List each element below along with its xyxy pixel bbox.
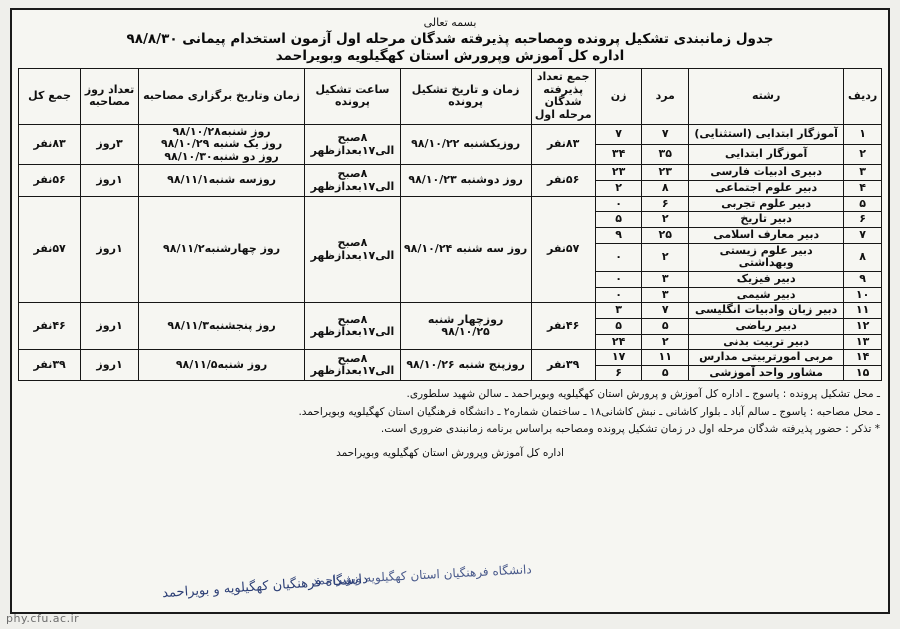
cell-group-total: ۵۷نفر: [531, 196, 595, 302]
cell-men-count: ۲: [642, 334, 689, 350]
official-stamp: دانشگاه فرهنگیان استان کهگیلویه وبویراحمد: [311, 562, 532, 588]
cell-field: دبیر زبان وادبیات انگلیسی: [689, 303, 844, 319]
cell-file-date: روزپنج شنبه ۹۸/۱۰/۲۶: [400, 350, 531, 381]
cell-interview-days: ۱روز: [81, 350, 139, 381]
cell-row-number: ۲: [844, 145, 882, 165]
cell-women-count: ۰: [595, 271, 642, 287]
cell-field: دبیر علوم زیستی وبهداشتی: [689, 243, 844, 271]
cell-file-hour: ۸صبح الی۱۷بعدازظهر: [305, 196, 400, 302]
cell-file-hour: ۸صبح الی۱۷بعدازظهر: [305, 350, 400, 381]
cell-field: دبیری ادبیات فارسی: [689, 165, 844, 181]
cell-interview-dates: [138, 303, 304, 350]
interview-date-line: روز چهارشنبه۹۸/۱۱/۲: [163, 242, 281, 256]
cell-field: آموزگار ابتدایی (استثنایی): [689, 124, 844, 144]
note-reminder: * تذکر : حضور پذیرفته شدگان مرحله اول در زمان تشکیل پرونده ومصاحبه براساس برنامه زمانبندی ضروری است.: [380, 422, 880, 435]
cell-field: مربی امورتربیتی مدارس: [689, 350, 844, 366]
cell-women-count: ۰: [595, 287, 642, 303]
table-row: [19, 303, 882, 319]
cell-women-count: ۰: [595, 196, 642, 212]
th-file-date: زمان و تاریخ تشکیل پرونده: [400, 69, 531, 125]
cell-women-count: ۵: [595, 318, 642, 334]
document-sheet: [10, 8, 890, 614]
cell-grand-total: ۵۷نفر: [19, 196, 81, 302]
cell-women-count: ۰: [595, 243, 642, 271]
interview-date-line: روز شنبه۹۸/۱۱/۵: [175, 357, 268, 371]
basmala-text: بسمه تعالی: [423, 16, 477, 29]
cell-women-count: ۹: [595, 228, 642, 244]
cell-interview-days: ۱روز: [81, 196, 139, 302]
cell-file-date: روز سه شنبه ۹۸/۱۰/۲۴: [400, 196, 531, 302]
notes-block: [18, 386, 882, 437]
cell-grand-total: ۸۳نفر: [19, 124, 81, 165]
cell-interview-dates: [138, 350, 304, 381]
cell-women-count: ۷: [595, 124, 642, 144]
table-row: [19, 350, 882, 366]
th-men: مرد: [642, 69, 689, 125]
cell-group-total: ۳۹نفر: [531, 350, 595, 381]
cell-men-count: ۲: [642, 212, 689, 228]
cell-field: دبیر علوم اجتماعی: [689, 181, 844, 197]
cell-men-count: ۳: [642, 287, 689, 303]
cell-field: دبیر علوم تجربی: [689, 196, 844, 212]
cell-field: دبیر تربیت بدنی: [689, 334, 844, 350]
cell-men-count: ۵: [642, 318, 689, 334]
cell-file-date: روزچهار شنبه ۹۸/۱۰/۲۵: [400, 303, 531, 350]
cell-grand-total: ۵۶نفر: [19, 165, 81, 196]
table-header-row: [19, 69, 882, 125]
cell-field: دبیر شیمی: [689, 287, 844, 303]
table-body: [19, 124, 882, 381]
cell-row-number: ۱۵: [844, 365, 882, 381]
cell-grand-total: ۳۹نفر: [19, 350, 81, 381]
cell-file-hour: ۸صبح الی۱۷بعدازظهر: [305, 165, 400, 196]
cell-women-count: ۲: [595, 181, 642, 197]
th-total-accepted: جمع تعداد پذیرفته شدگان مرحله اول: [531, 69, 595, 125]
cell-women-count: ۳: [595, 303, 642, 319]
cell-row-number: ۱۲: [844, 318, 882, 334]
cell-row-number: ۱۰: [844, 287, 882, 303]
cell-group-total: ۸۳نفر: [531, 124, 595, 165]
cell-row-number: ۷: [844, 228, 882, 244]
note-file-location: ـ محل تشکیل پرونده : یاسوج ـ اداره کل آموزش و پرورش استان کهگیلویه وبویراحمد ـ سالن شهید سلطوری.: [406, 388, 880, 401]
cell-interview-dates: [138, 196, 304, 302]
cell-field: دبیر ریاضی: [689, 318, 844, 334]
note-interview-location: ـ محل مصاحبه : یاسوج ـ سالم آباد ـ بلوار کاشانی ـ نبش کاشانی۱۸ ـ ساختمان شماره۲ ـ دانشگاه فرهنگیان استان کهگیلویه وبویراحمد.: [298, 405, 880, 418]
interview-date-line: روز یک شنبه ۹۸/۱۰/۲۹: [160, 137, 283, 151]
table-row: [19, 196, 882, 212]
cell-field: دبیر تاریخ: [689, 212, 844, 228]
cell-men-count: ۵: [642, 365, 689, 381]
cell-men-count: ۷: [642, 303, 689, 319]
cell-interview-dates: [138, 165, 304, 196]
th-row-number: ردیف: [844, 69, 882, 125]
document-title-line1: جدول زمانبندی تشکیل پرونده ومصاحبه پذیرفته شدگان مرحله اول آزمون استخدام پیمانی ۹۸/۸/۳۰: [126, 31, 774, 47]
cell-women-count: ۵: [595, 212, 642, 228]
footer-issuer: اداره کل آموزش وپرورش استان کهگیلویه وبویراحمد: [336, 447, 564, 460]
handwritten-signature: دانشگاه فرهنگیان کهگیلویه و بویراحمد: [161, 571, 369, 602]
cell-field: مشاور واحد آموزشی: [689, 365, 844, 381]
cell-men-count: ۷: [642, 124, 689, 144]
cell-women-count: ۱۷: [595, 350, 642, 366]
cell-men-count: ۲۳: [642, 165, 689, 181]
cell-men-count: ۸: [642, 181, 689, 197]
cell-file-date: روزیکشنبه ۹۸/۱۰/۲۲: [400, 124, 531, 165]
cell-row-number: ۱: [844, 124, 882, 144]
cell-women-count: ۲۴: [595, 334, 642, 350]
cell-file-hour: ۸صبح الی۱۷بعدازظهر: [305, 124, 400, 165]
cell-grand-total: ۴۶نفر: [19, 303, 81, 350]
table-row: [19, 124, 882, 144]
cell-men-count: ۲۵: [642, 228, 689, 244]
cell-men-count: ۲: [642, 243, 689, 271]
schedule-table: [18, 68, 882, 381]
cell-interview-days: ۱روز: [81, 165, 139, 196]
th-field: رشته: [689, 69, 844, 125]
cell-row-number: ۶: [844, 212, 882, 228]
cell-row-number: ۱۳: [844, 334, 882, 350]
cell-interview-dates: [138, 124, 304, 165]
cell-row-number: ۱۴: [844, 350, 882, 366]
cell-row-number: ۳: [844, 165, 882, 181]
document-title-line2: اداره کل آموزش وپرورش استان کهگیلویه وبویراحمد: [275, 48, 625, 64]
cell-row-number: ۸: [844, 243, 882, 271]
cell-men-count: ۶: [642, 196, 689, 212]
cell-row-number: ۵: [844, 196, 882, 212]
th-interview-date: زمان وتاریخ برگزاری مصاحبه: [138, 69, 304, 125]
cell-row-number: ۴: [844, 181, 882, 197]
cell-field: دبیر معارف اسلامی: [689, 228, 844, 244]
interview-date-line: روز شنبه۹۸/۱۰/۲۸: [172, 124, 271, 138]
th-grand-total: جمع کل: [19, 69, 81, 125]
cell-interview-days: ۳روز: [81, 124, 139, 165]
cell-men-count: ۳: [642, 271, 689, 287]
interview-date-line: روز پنجشنبه۹۸/۱۱/۳: [167, 318, 276, 332]
cell-file-date: روز دوشنبه ۹۸/۱۰/۲۳: [400, 165, 531, 196]
cell-group-total: ۴۶نفر: [531, 303, 595, 350]
interview-date-line: روزسه شنبه۹۸/۱۱/۱: [167, 173, 277, 187]
cell-field: آموزگار ابتدایی: [689, 145, 844, 165]
cell-women-count: ۲۳: [595, 165, 642, 181]
th-women: زن: [595, 69, 642, 125]
cell-row-number: ۱۱: [844, 303, 882, 319]
cell-group-total: ۵۶نفر: [531, 165, 595, 196]
cell-file-hour: ۸صبح الی۱۷بعدازظهر: [305, 303, 400, 350]
site-watermark: phy.cfu.ac.ir: [6, 612, 80, 625]
cell-interview-days: ۱روز: [81, 303, 139, 350]
cell-row-number: ۹: [844, 271, 882, 287]
th-file-hour: ساعت تشکیل پرونده: [305, 69, 400, 125]
cell-women-count: ۳۴: [595, 145, 642, 165]
table-row: [19, 165, 882, 181]
interview-date-line: روز دو شنبه۹۸/۱۰/۳۰: [164, 149, 279, 163]
th-interview-days: تعداد روز مصاحبه: [81, 69, 139, 125]
cell-men-count: ۳۵: [642, 145, 689, 165]
cell-women-count: ۶: [595, 365, 642, 381]
cell-men-count: ۱۱: [642, 350, 689, 366]
cell-field: دبیر فیزیک: [689, 271, 844, 287]
